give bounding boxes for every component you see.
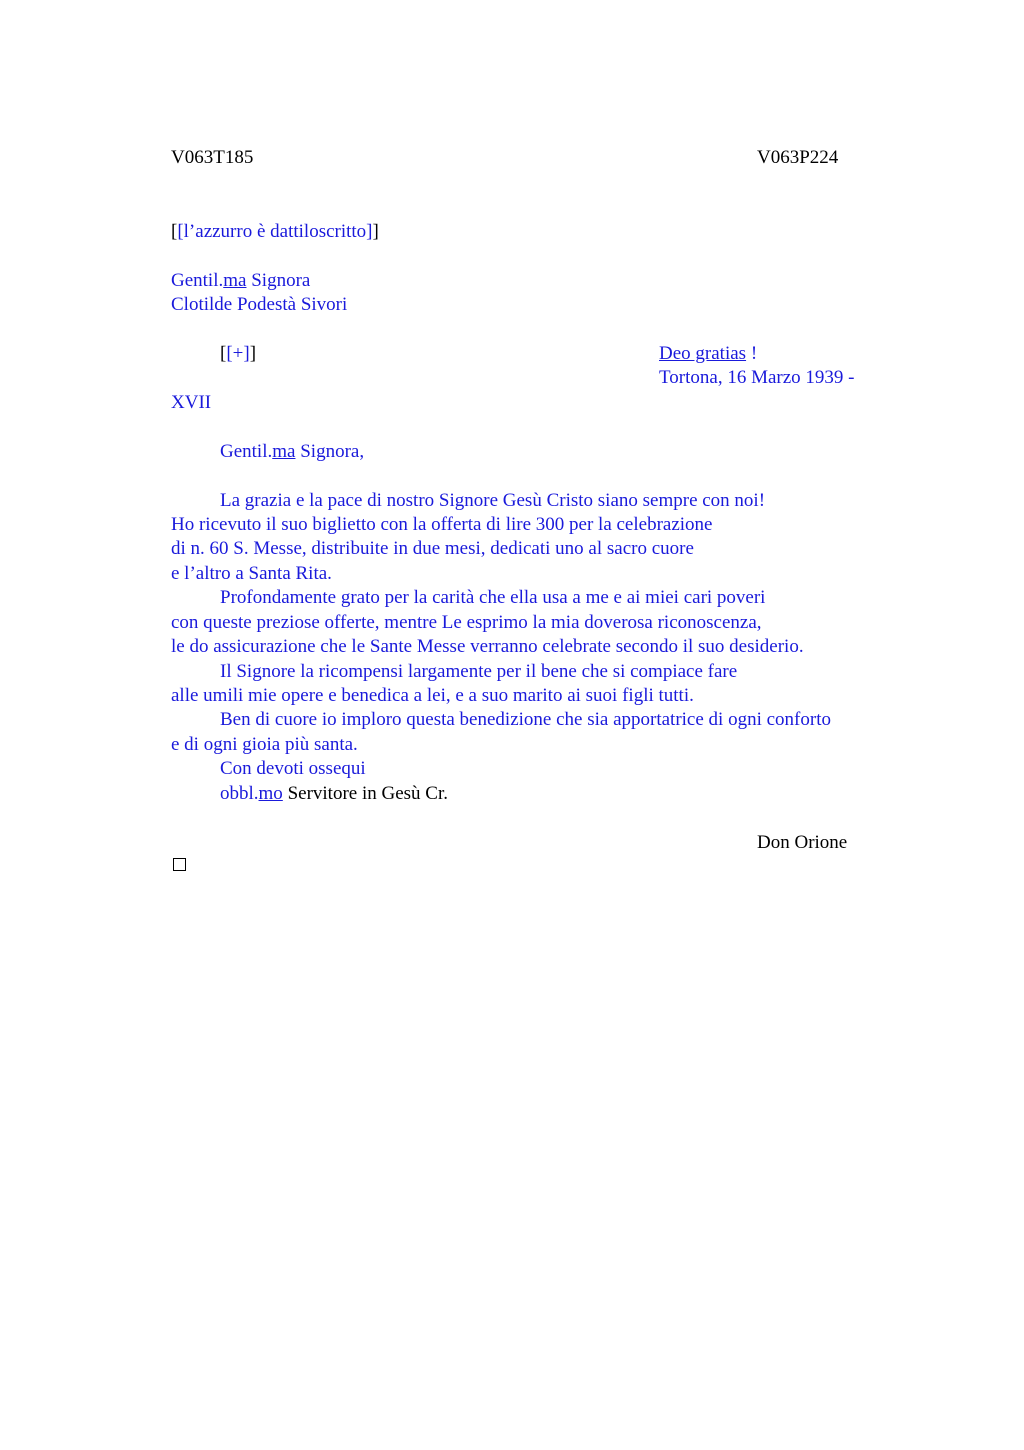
salutation-suffix: Signora, [295,441,365,462]
closing-abbrev: mo [258,783,283,804]
body-line: Ben di cuore io imploro questa benedizione che sia apportatrice di ogni conforto [220,709,831,730]
body-line: Il Signore la ricompensi largamente per il bene che si compiace fare [220,661,738,682]
body-line: La grazia e la pace di nostro Signore Gesù Cristo siano sempre con noi! [220,490,766,511]
salutation-prefix: Gentil. [220,441,273,462]
recipient-suffix: Signora [246,270,311,291]
salutation [220,440,364,464]
body-line: Ho ricevuto il suo biglietto con la offerta di lire 300 per la celebrazione [171,514,713,535]
recipient-line-2: Clotilde Podestà Sivori [171,294,348,315]
body-line: con queste preziose offerte, mentre Le esprimo la mia doverosa riconoscenza, [171,612,762,633]
body-line: Con devoti ossequi [220,758,366,779]
body-line: le do assicurazione che le Sante Messe verranno celebrate secondo il suo desiderio. [171,636,804,657]
closing-prefix: obbl. [220,783,259,804]
dateline-era: XVII [171,392,212,413]
end-box-icon [173,858,186,871]
dateline-motto [659,342,757,366]
motto-text: Deo gratias [659,343,747,364]
transcription-note: [[l’azzurro è dattiloscritto]] [171,221,379,242]
signature: Don Orione [757,832,848,853]
recipient-line-1 [171,269,310,293]
motto-punct: ! [746,343,758,364]
header-right-code: V063P224 [757,147,839,168]
body-line: Profondamente grato per la carità che ella usa a me e ai miei cari poveri [220,587,766,608]
dateline-place-date: Tortona, 16 Marzo 1939 - [659,367,855,388]
recipient-prefix: Gentil. [171,270,224,291]
body-line: di n. 60 S. Messe, distribuite in due mesi, dedicati uno al sacro cuore [171,538,694,559]
salutation-abbrev: ma [272,441,296,462]
body-line: e di ogni gioia più santa. [171,734,358,755]
cross-symbol: [+] [226,343,250,364]
note-text: [l’azzurro è dattiloscritto] [177,221,373,242]
recipient-abbrev: ma [223,270,247,291]
closing-line [220,782,448,806]
header-left-code: V063T185 [171,147,254,168]
body-line: alle umili mie opere e benedica a lei, e a suo marito ai suoi figli tutti. [171,685,694,706]
closing-suffix: Servitore in Gesù Cr. [282,783,448,804]
cross-mark: [[+]] [220,343,257,364]
body-line: e l’altro a Santa Rita. [171,563,332,584]
